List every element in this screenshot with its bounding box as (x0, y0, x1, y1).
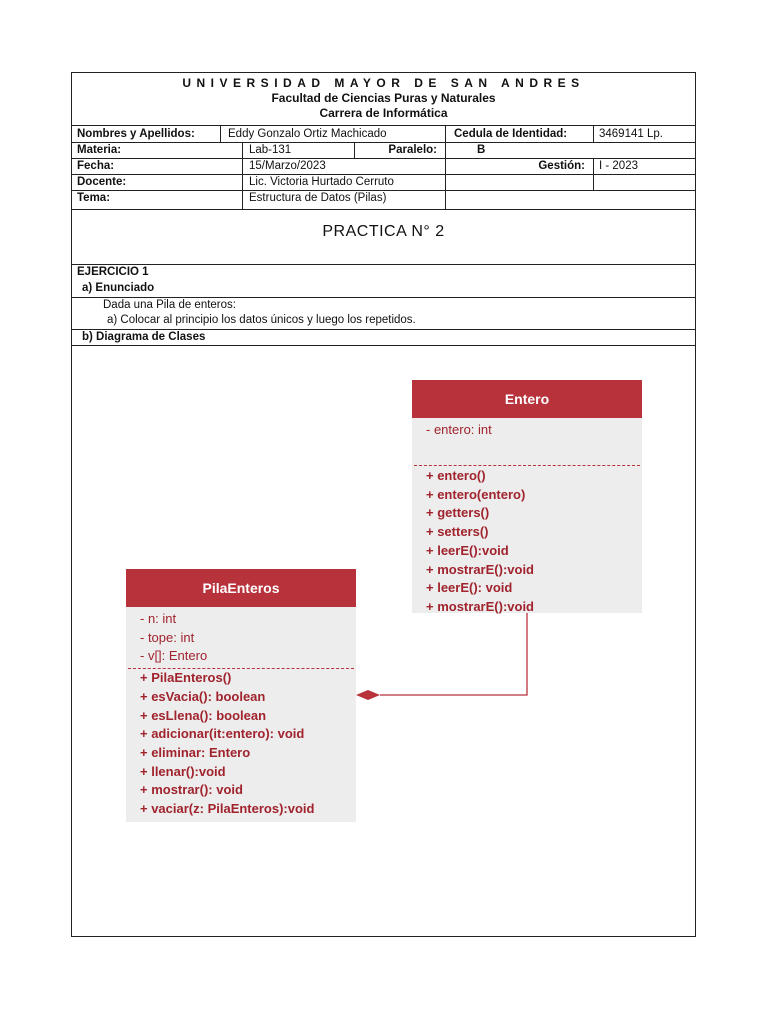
exercise-item-a: a) Colocar al principio los datos únicos y luego los repetidos. (107, 314, 416, 326)
names-label: Nombres y Apellidos: (77, 128, 195, 140)
class-pilaenteros-name: PilaEnteros (126, 569, 356, 607)
materia-label: Materia: (77, 144, 122, 156)
method: + esVacia(): boolean (140, 688, 266, 704)
method: + adicionar(it:entero): void (140, 726, 305, 742)
paralelo-value: B (477, 144, 486, 156)
method: + esLlena(): boolean (140, 707, 267, 723)
gestion-label: Gestión: (538, 160, 585, 172)
method: + leerE(): void (426, 580, 513, 596)
method: + entero(entero) (426, 486, 526, 502)
names-value: Eddy Gonzalo Ortiz Machicado (228, 128, 387, 140)
method: + eliminar: Entero (140, 744, 251, 760)
tema-label: Tema: (77, 192, 111, 204)
connector-line (380, 613, 527, 695)
method: + setters() (426, 524, 489, 540)
career-name: Carrera de Informática (319, 106, 448, 120)
exercise-title: EJERCICIO 1 (77, 266, 149, 278)
university-name: UNIVERSIDAD MAYOR DE SAN ANDRES (182, 76, 585, 90)
section-b-heading: b) Diagrama de Clases (82, 331, 206, 343)
method: + leerE():void (426, 542, 509, 558)
docente-label: Docente: (77, 176, 127, 188)
section-a-heading: a) Enunciado (82, 282, 155, 294)
tema-value: Estructura de Datos (Pilas) (249, 192, 387, 204)
attribute: - entero: int (426, 422, 492, 437)
composition-diamond (356, 690, 380, 700)
class-entero-name: Entero (412, 380, 642, 418)
docente-value: Lic. Victoria Hurtado Cerruto (249, 176, 394, 188)
method: + mostrarE():void (426, 598, 534, 614)
method: + PilaEnteros() (140, 670, 232, 686)
method: + llenar():void (140, 763, 226, 779)
ci-label: Cedula de Identidad: (454, 128, 568, 140)
method: + mostrar(): void (140, 782, 243, 798)
method: + vaciar(z: PilaEnteros):void (140, 801, 315, 817)
method: + mostrarE():void (426, 561, 534, 577)
exercise-statement: Dada una Pila de enteros: (103, 299, 236, 311)
fecha-label: Fecha: (77, 160, 115, 172)
attribute: - v[]: Entero (140, 648, 208, 664)
method: + entero() (426, 468, 486, 483)
materia-value: Lab-131 (249, 144, 292, 156)
method: + getters() (426, 505, 490, 521)
faculty-name: Facultad de Ciencias Puras y Naturales (271, 91, 496, 105)
ci-value: 3469141 Lp. (599, 128, 663, 140)
gestion-value: I - 2023 (599, 160, 638, 172)
paralelo-label: Paralelo: (388, 144, 437, 156)
attribute: - n: int (140, 611, 177, 626)
fecha-value: 15/Marzo/2023 (249, 160, 326, 172)
attribute: - tope: int (140, 629, 195, 645)
practice-title: PRACTICA N° 2 (322, 223, 445, 240)
